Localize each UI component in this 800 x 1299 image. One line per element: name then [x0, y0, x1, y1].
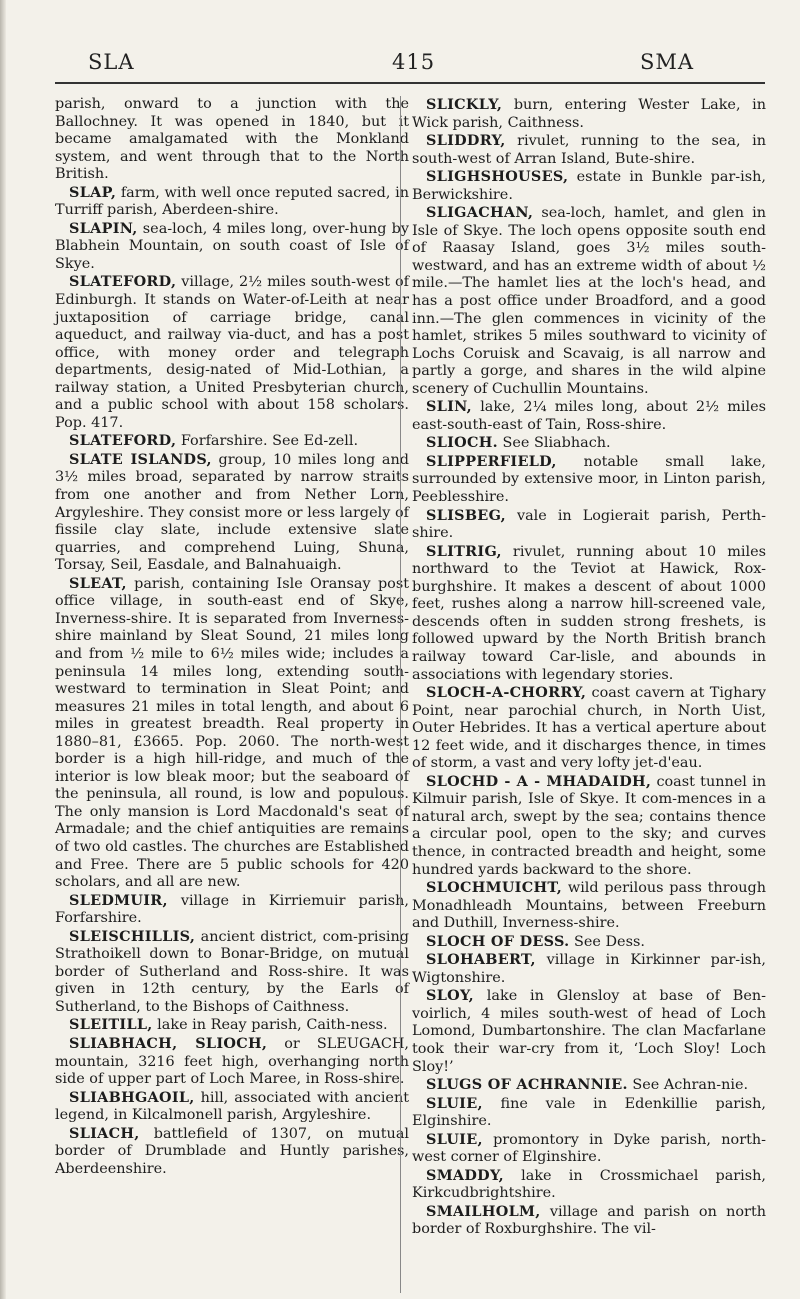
gazetteer-entry: [55, 575, 409, 892]
entry-headword: SLUIE,: [426, 1094, 483, 1112]
entry-text: parish, onward to a junction with the Ballochney. It was opened in 1840, but it became amalgamated with the Monkland system, and went through that to the North British.: [55, 96, 409, 183]
entry-headword: SLAP,: [69, 183, 117, 201]
entry-text: See Sliabhach.: [497, 435, 611, 452]
entry-headword: SLOCH OF DESS.: [426, 932, 570, 950]
gazetteer-entry: [55, 928, 409, 1017]
entry-headword: SLIGACHAN,: [426, 204, 534, 222]
column-divider: [400, 96, 401, 1293]
entry-text: wild perilous pass through Monadhleadh Mountains, between Freeburn and Duthill, Inverness-shire.: [412, 880, 766, 932]
entry-headword: SLIOCH.: [426, 434, 498, 452]
entry-text: burn, entering Wester Lake, in Wick parish, Caithness.: [412, 97, 766, 131]
entry-text: fine vale in Edenkillie parish, Elginshire.: [412, 1095, 766, 1130]
left-column: [55, 96, 409, 1178]
entry-text: coast tunnel in Kilmuir parish, Isle of Skye. It com-mences in a natural arch, swept by the sea; contains thence a circular pool, open to the sky; and curves thence, in contracted breadth and height, some hundred yards backward to the shore.: [412, 773, 766, 878]
entry-headword: SMADDY,: [426, 1166, 504, 1184]
entry-headword: SLOCHMUICHT,: [426, 879, 563, 897]
entry-text: ancient district, com-prising Strathoikell down to Bonar-Bridge, on mutual border of Sutherland and Ross-shire. It was given in 12th century, by the Earls of Sutherland, to the Bishops of Caithness.: [55, 928, 409, 1015]
entry-headword: SLEISCHILLIS,: [69, 927, 196, 945]
entry-headword: SLIN,: [426, 398, 472, 416]
gazetteer-entry: [55, 451, 409, 575]
entry-text: lake in Reay parish, Caith-ness.: [152, 1017, 388, 1034]
entry-text: lake in Crossmichael parish, Kirkcudbrightshire.: [412, 1167, 766, 1202]
gazetteer-entry: [412, 951, 766, 987]
entry-headword: SLEAT,: [69, 574, 127, 592]
gazetteer-entry: [55, 1016, 409, 1035]
entry-text: Forfarshire. See Ed-zell.: [176, 433, 359, 450]
entry-text: village in Kirkinner par-ish, Wigtonshire.: [412, 952, 766, 986]
entry-text: sea-loch, hamlet, and glen in Isle of Skye. The loch opens opposite south end of Raasay Island, goes 3½ miles south-westward, and has an extreme width of about ½ mile.—The hamlet lies at the loch's head, and has a post office under Broadford, and a good inn.—The glen commences in vicinity of the hamlet, strikes 5 miles southward to vicinity of Lochs Coruisk and Scavaig, is all narrow and partly a gorge, and shares in the wild alpine scenery of Cuchullin Mountains.: [412, 205, 766, 397]
entry-text: See Dess.: [569, 933, 645, 950]
entry-headword: SLIABHGAOIL,: [69, 1088, 195, 1106]
gazetteer-entry: [412, 132, 766, 168]
entry-headword: SLOY,: [426, 987, 474, 1005]
gazetteer-entry: [412, 879, 766, 933]
gazetteer-entry: [412, 434, 766, 453]
running-header: [0, 50, 800, 80]
gazetteer-entry: [412, 1095, 766, 1131]
entry-text: notable small lake, surrounded by extensive moor, in Linton parish, Peeblesshire.: [412, 453, 766, 506]
entry-text: battlefield of 1307, on mutual border of Drumblade and Huntly parishes, Aberdeenshire.: [55, 1125, 409, 1177]
gazetteer-entry: [55, 184, 409, 220]
header-left-guideword: SLA: [88, 50, 135, 74]
entry-headword: SLATEFORD,: [69, 432, 177, 450]
gazetteer-entry: [412, 1076, 766, 1095]
entry-text: farm, with well once reputed sacred, in Turriff parish, Aberdeen-shire.: [55, 184, 409, 219]
gazetteer-entry: [412, 987, 766, 1076]
gazetteer-entry: [55, 1125, 409, 1179]
entry-text: coast cavern at Tighary Point, near parochial church, in North Uist, Outer Hebrides. It has a vertical aperture about 12 feet wide, and it discharges thence, in times of storm, a vast and very lofty jet-d'eau.: [412, 685, 766, 772]
entry-text: village in Kirriemuir parish, Forfarshire.: [55, 892, 409, 927]
entry-text: or SLEUGACH, mountain, 3216 feet high, overhanging north side of upper part of Loch Maree, in Ross-shire.: [55, 1035, 409, 1088]
entry-headword: SLIABHACH, SLIOCH,: [69, 1034, 268, 1052]
header-right-guideword: SMA: [640, 50, 695, 74]
gazetteer-entry: [55, 1089, 409, 1125]
entry-headword: SLOCH-A-CHORRY,: [426, 684, 587, 702]
entry-text: village, 2½ miles south-west of Edinburgh. It stands on Water-of-Leith at near juxtaposition of carriage bridge, canal aqueduct, and railway via-duct, and has a post office, with money order and telegraph departments, desig-nated of Mid-Lothian, a railway station, a United Presbyterian church, and a public school with about 158 scholars. Pop. 417.: [55, 274, 409, 431]
entry-text: vale in Logierait parish, Perth-shire.: [412, 507, 766, 542]
gazetteer-entry: [412, 398, 766, 434]
entry-text: hill, associated with ancient legend, in Kilcalmonell parish, Argyleshire.: [55, 1089, 409, 1124]
entry-text: sea-loch, 4 miles long, over-hung by Blabhein Mountain, on south coast of Isle of Skye.: [55, 220, 409, 272]
entry-text: group, 10 miles long and 3½ miles broad, separated by narrow straits from one another and from Nether Lorn, Argyleshire. They consist more or less largely of fissile clay slate, include extensive slate quarries, and comprehend Luing, Shuna, Torsay, Seil, Easdale, and Balnahuaigh.: [55, 451, 409, 574]
gazetteer-entry: [412, 453, 766, 507]
gazetteer-entry: [412, 1167, 766, 1203]
entry-headword: SLAPIN,: [69, 219, 138, 237]
entry-headword: SLIGHSHOUSES,: [426, 168, 569, 186]
gazetteer-entry: [55, 892, 409, 928]
entry-headword: SLATEFORD,: [69, 273, 177, 291]
entry-headword: SLIACH,: [69, 1124, 140, 1142]
entry-text: See Achran-nie.: [627, 1077, 749, 1094]
entry-headword: SLICKLY,: [426, 96, 503, 113]
gazetteer-entry: [412, 96, 766, 132]
gazetteer-entry: [55, 220, 409, 274]
gazetteer-entry: [412, 773, 766, 879]
entry-text: estate in Bunkle par-ish, Berwickshire.: [412, 169, 766, 203]
gazetteer-entry: [412, 684, 766, 773]
entry-headword: SLITRIG,: [426, 542, 502, 560]
entry-headword: SMAILHOLM,: [426, 1202, 541, 1220]
entry-text: village and parish on north border of Roxburghshire. The vil-: [412, 1203, 766, 1238]
entry-headword: SLIDDRY,: [426, 132, 506, 150]
gazetteer-entry: [55, 96, 409, 184]
gazetteer-entry: [412, 168, 766, 204]
entry-headword: SLEDMUIR,: [69, 891, 168, 909]
entry-headword: SLUGS OF ACHRANNIE.: [426, 1076, 628, 1094]
gazetteer-entry: [412, 204, 766, 398]
gazetteer-entry: [412, 1203, 766, 1239]
gazetteer-entry: [55, 1035, 409, 1089]
entry-headword: SLUIE,: [426, 1130, 483, 1148]
gazetteer-entry: [55, 273, 409, 432]
header-rule: [55, 82, 765, 84]
gazetteer-entry: [412, 933, 766, 952]
entry-headword: SLATE ISLANDS,: [69, 450, 212, 468]
page-edge: [0, 0, 6, 1299]
gazetteer-entry: [412, 507, 766, 543]
entry-headword: SLISBEG,: [426, 506, 506, 524]
entry-text: rivulet, running about 10 miles northward to the Teviot at Hawick, Rox-burghshire. It makes a descent of about 1000 feet, rushes along a narrow hill-screened vale, descends often in sudden strong freshets, is followed upward by the North British branch railway toward Car-lisle, and abounds in associations with legendary stories.: [412, 543, 766, 683]
gazetteer-entry: [412, 1131, 766, 1167]
right-column: [412, 96, 766, 1239]
entry-headword: SLEITILL,: [69, 1016, 153, 1034]
entry-text: lake in Glensloy at base of Ben-voirlich, 4 miles south-west of head of Loch Lomond, Dumbartonshire. The clan Macfarlane took their war-cry from it, ‘Loch Sloy! Loch Sloy!’: [412, 988, 766, 1075]
gazetteer-entry: [412, 543, 766, 684]
entry-headword: SLOHABERT,: [426, 951, 536, 969]
entry-text: promontory in Dyke parish, north-west corner of Elginshire.: [412, 1131, 766, 1166]
entry-text: rivulet, running to the sea, in south-west of Arran Island, Bute-shire.: [412, 133, 766, 167]
gazetteer-entry: [55, 432, 409, 451]
entry-text: parish, containing Isle Oransay post office village, in south-east end of Skye, Inverness-shire. It is separated from Inverness-shire mainland by Sleat Sound, 21 miles long and from ½ mile to 6½ miles wide; includes a peninsula 14 miles long, extending south-westward to termination in Sleat Point; and measures 21 miles in total length, and about 6 miles in greatest breadth. Real property in 1880–81, £3665. Pop. 2060. The north-west border is a high hill-ridge, and much of the interior is low bleak moor; but the seaboard of the peninsula, all round, is low and populous. The only mansion is Lord Macdonald's seat of Armadale; and the chief antiquities are remains of two old castles. The churches are Established and Free. There are 5 public schools for 420 scholars, and all are new.: [55, 575, 409, 891]
entry-headword: SLIPPERFIELD,: [426, 452, 557, 470]
entry-headword: SLOCHD - A - MHADAIDH,: [426, 772, 652, 790]
entry-text: lake, 2¼ miles long, about 2½ miles east-south-east of Tain, Ross-shire.: [412, 399, 766, 433]
page-number: 415: [392, 50, 436, 74]
